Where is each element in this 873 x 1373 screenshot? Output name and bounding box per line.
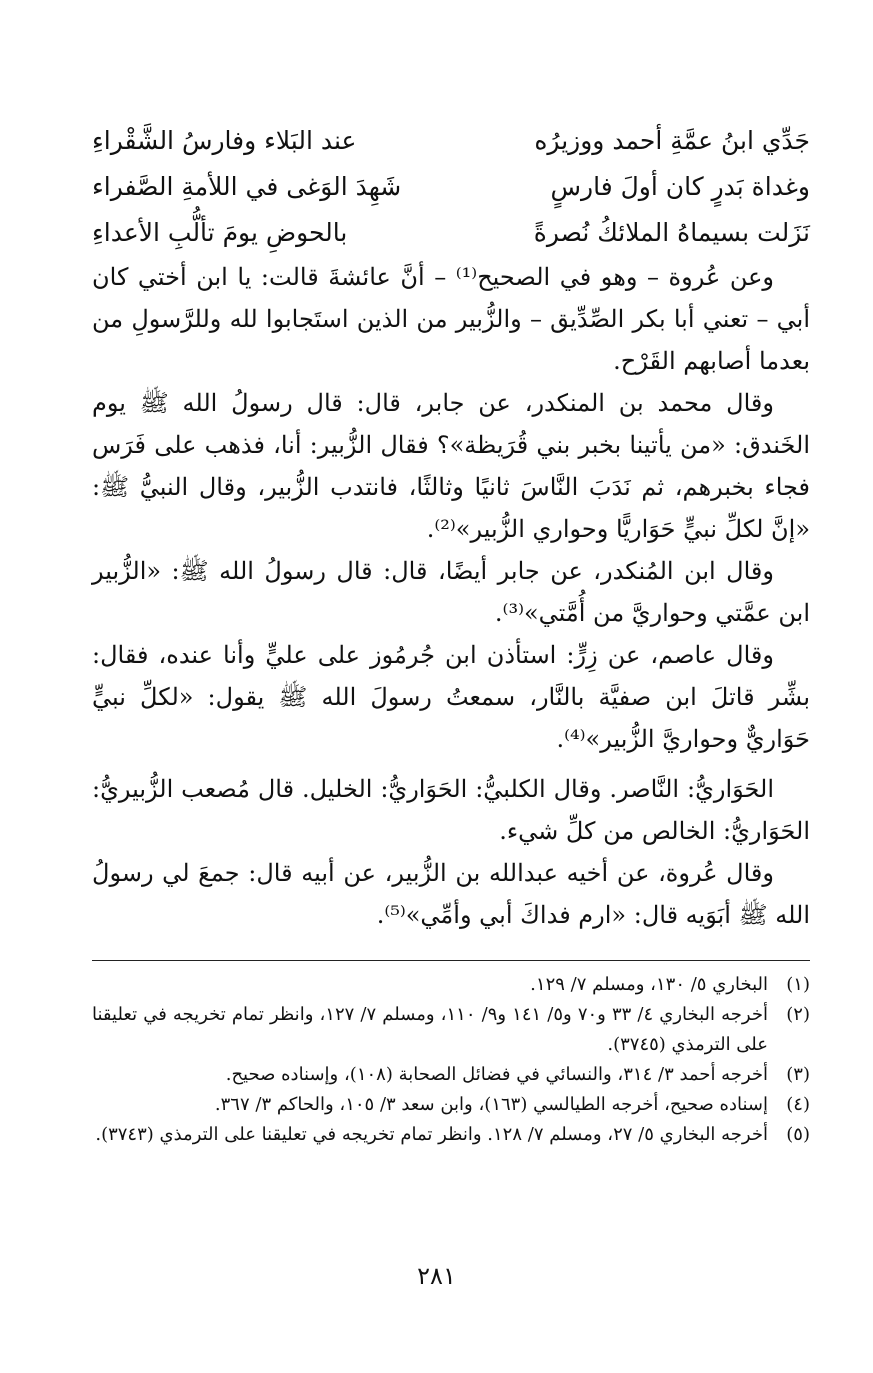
footnote — [92, 970, 810, 1000]
footnote-number: (١) — [786, 974, 810, 995]
paragraph: وقال عاصم، عن زِرٍّ: استأذن ابن جُرمُوز على عليٍّ وأنا عنده، فقال: بشِّر قاتلَ ابن صفيَّة بالنَّار، سمعتُ رسولَ الله ﷺ يقول: «لكلِّ نبيٍّ حَوَاريٌّ وحواريَّ الزُّبير»⁽⁴⁾. — [92, 641, 810, 753]
footnote-text: البخاري ٥/ ١٣٠، ومسلم ٧/ ١٢٩. — [530, 974, 768, 995]
footnote-text: أخرجه البخاري ٤/ ٣٣ و٧٠ و٥/ ١٤١ و٩/ ١١٠، ومسلم ٧/ ١٢٧، وانظر تمام تخريجه في تعليقنا على الترمذي (٣٧٤٥). — [92, 1004, 768, 1055]
paragraph: وقال عُروة، عن أخيه عبدالله بن الزُّبير، عن أبيه قال: جمعَ لي رسولُ الله ﷺ أبَوَيه قال: «ارم فداكَ أبي وأمِّي»⁽⁵⁾. — [92, 859, 810, 929]
footnote-number: (٤) — [786, 1094, 810, 1115]
footnotes — [92, 970, 810, 1150]
paragraph: وعن عُروة – وهو في الصحيح⁽¹⁾ – أنَّ عائشةَ قالت: يا ابن أختي كان أبي – تعني أبا بكر الصِّدِّيق – والزُّبير من الذين استَجابوا لله وللرَّسولِ من بعدما أصابهم القَرْح. — [92, 263, 810, 375]
footnote-text: أخرجه البخاري ٥/ ٢٧، ومسلم ٧/ ١٢٨. وانظر تمام تخريجه في تعليقنا على الترمذي (٣٧٤٣). — [95, 1124, 768, 1145]
verse-second-half: عند البَلاء وفارسُ الشَّقْراءِ — [92, 126, 357, 155]
footnote-text: إسناده صحيح، أخرجه الطيالسي (١٦٣)، وابن سعد ٣/ ١٠٥، والحاكم ٣/ ٣٦٧. — [214, 1094, 768, 1115]
page-body — [92, 118, 810, 1145]
footnote-number: (٥) — [786, 1124, 810, 1145]
verse-first-half: وغداة بَدرٍ كان أولَ فارسٍ — [550, 172, 810, 201]
page-number: ٢٨١ — [417, 1262, 456, 1290]
verse-second-half: شَهِدَ الوَغى في اللأمةِ الصَّفراء — [92, 172, 402, 201]
poem-verse — [92, 118, 810, 164]
footnote — [92, 1120, 810, 1150]
paragraph: الحَوَاريُّ: النَّاصر. وقال الكلبيُّ: الحَوَاريُّ: الخليل. قال مُصعب الزُّبيريُّ: الحَوَاريُّ: الخالص من كلِّ شيء. — [92, 775, 810, 845]
verse-first-half: نَزَلت بسيماهُ الملائكُ نُصرةً — [533, 218, 810, 247]
footnote-number: (٢) — [786, 1004, 810, 1025]
footnote — [92, 1090, 810, 1120]
footnote — [92, 1060, 810, 1090]
verse-first-half: جَدِّي ابنُ عمَّةِ أحمد ووزيرُه — [534, 126, 810, 155]
footnote-number: (٣) — [786, 1064, 810, 1085]
verse-second-half: بالحوضِ يومَ تألُّبِ الأعداءِ — [92, 218, 348, 247]
footnote-text: أخرجه أحمد ٣/ ٣١٤، والنسائي في فضائل الصحابة (١٠٨)، وإسناده صحيح. — [225, 1064, 768, 1085]
paragraph: وقال محمد بن المنكدر، عن جابر، قال: قال رسولُ الله ﷺ يوم الخَندق: «من يأتينا بخبر بني قُرَيظة»؟ فقال الزُّبير: أنا، فذهب على فَرَس فجاء بخبرهم، ثم نَدَبَ النَّاسَ ثانيًا وثالثًا، فانتدب الزُّبير، وقال النبيُّ ﷺ: «إنَّ لكلِّ نبيٍّ حَوَاريًّا وحواري الزُّبير»⁽²⁾. — [92, 389, 810, 543]
paragraph: وقال ابن المُنكدر، عن جابر أيضًا، قال: قال رسولُ الله ﷺ: «الزُّبير ابن عمَّتي وحواريَّ من أُمَّتي»⁽³⁾. — [92, 557, 810, 627]
footnote — [92, 1000, 810, 1060]
poem-verse — [92, 164, 810, 210]
poem-verse — [92, 210, 810, 256]
footnote-divider — [92, 960, 810, 961]
